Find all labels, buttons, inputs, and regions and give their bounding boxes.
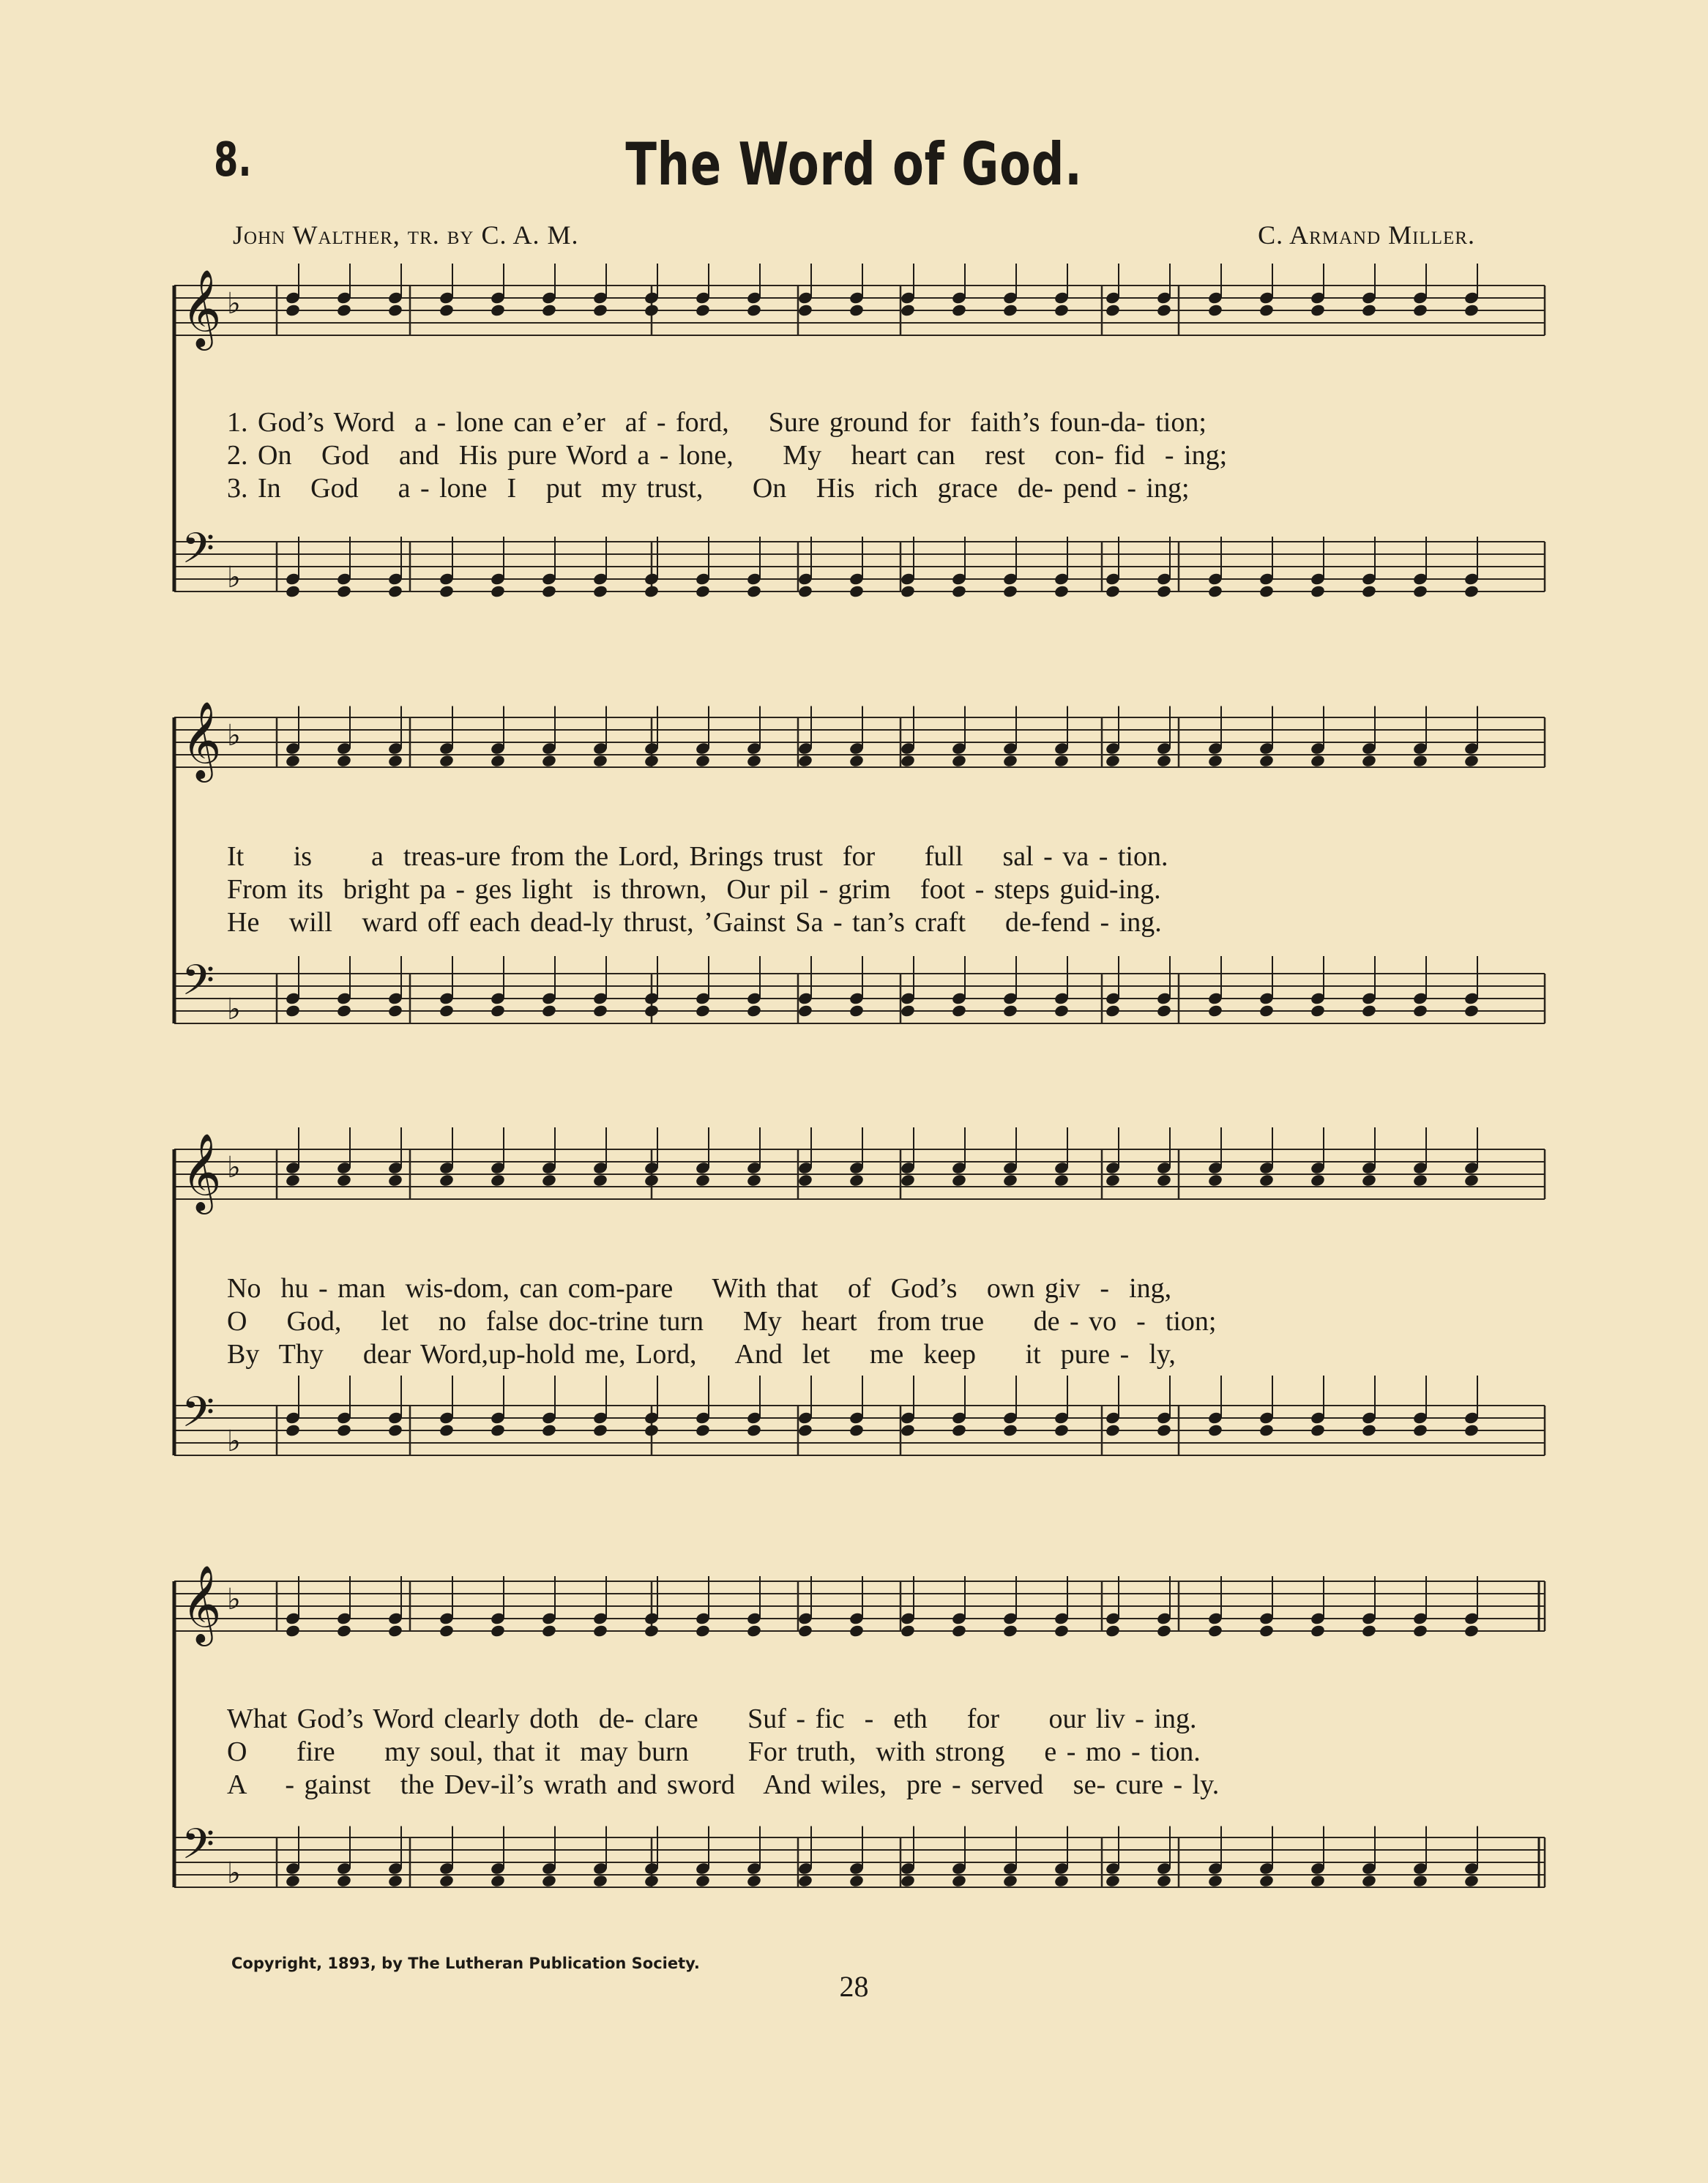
- music-system-4: [168, 1559, 1552, 1925]
- note-head: [1463, 584, 1480, 598]
- note-head: [1361, 303, 1377, 317]
- note-head: [1361, 1874, 1377, 1888]
- note-head: [1105, 1004, 1121, 1018]
- note-head: [1105, 754, 1121, 768]
- note-head: [644, 1173, 660, 1187]
- lyric-line: No hu - man wis-dom, can com-pare With that of God’s own giv - ing,: [227, 1273, 1172, 1304]
- note-head: [849, 1173, 865, 1187]
- note-head: [695, 1624, 711, 1638]
- note-head: [1105, 303, 1121, 317]
- note-head: [1412, 1624, 1428, 1638]
- note-head: [1258, 1004, 1275, 1018]
- note-head: [797, 754, 813, 768]
- note-head: [439, 754, 455, 768]
- note-head: [951, 1874, 967, 1888]
- text-author: John Walther, tr. by C. A. M.: [233, 220, 579, 250]
- note-head: [490, 1624, 506, 1638]
- note-head: [1156, 303, 1172, 317]
- note-head: [336, 584, 352, 598]
- note-head: [541, 303, 557, 317]
- page-number: 28: [839, 1970, 869, 2003]
- note-head: [285, 1624, 301, 1638]
- note-head: [1310, 1423, 1326, 1437]
- note-head: [951, 1173, 967, 1187]
- note-head: [1002, 1004, 1018, 1018]
- note-head: [746, 1004, 762, 1018]
- note-head: [1053, 754, 1070, 768]
- note-head: [336, 1874, 352, 1888]
- bass-staff: [174, 955, 1545, 1026]
- note-head: [1463, 1004, 1480, 1018]
- note-head: [592, 1423, 608, 1437]
- note-head: [1156, 584, 1172, 598]
- note-head: [387, 1624, 403, 1638]
- note-head: [1412, 1874, 1428, 1888]
- note-head: [1053, 1004, 1070, 1018]
- flat-icon: ♭: [227, 993, 241, 1026]
- treble-staff: [174, 1127, 1545, 1214]
- note-head: [849, 754, 865, 768]
- note-head: [1002, 1624, 1018, 1638]
- note-head: [1156, 1624, 1172, 1638]
- note-head: [1207, 1423, 1223, 1437]
- note-head: [1053, 303, 1070, 317]
- note-head: [1361, 1624, 1377, 1638]
- bass-clef-icon: 𝄢: [182, 523, 215, 583]
- note-head: [797, 1173, 813, 1187]
- music-system-3: [168, 1127, 1552, 1479]
- lyric-line: 3. In God a - lone I put my trust, On His rich grace de- pend - ing;: [227, 473, 1190, 504]
- note-head: [900, 1423, 916, 1437]
- note-head: [439, 1874, 455, 1888]
- note-head: [1258, 1624, 1275, 1638]
- hymn-number: 8.: [214, 133, 252, 187]
- note-head: [336, 303, 352, 317]
- treble-clef-icon: 𝄞: [182, 1132, 222, 1211]
- note-head: [1105, 1173, 1121, 1187]
- note-head: [797, 1004, 813, 1018]
- flat-icon: ♭: [227, 561, 241, 594]
- note-head: [439, 1423, 455, 1437]
- note-head: [695, 584, 711, 598]
- note-head: [387, 303, 403, 317]
- note-head: [1156, 1173, 1172, 1187]
- note-head: [746, 1423, 762, 1437]
- note-head: [1053, 1423, 1070, 1437]
- lyric-line: By Thy dear Word,up-hold me, Lord, And let me keep it pure - ly,: [227, 1339, 1176, 1370]
- note-head: [951, 1624, 967, 1638]
- note-head: [490, 1874, 506, 1888]
- note-head: [849, 1624, 865, 1638]
- note-head: [644, 1874, 660, 1888]
- note-head: [439, 1173, 455, 1187]
- note-head: [1258, 1874, 1275, 1888]
- note-head: [1156, 1004, 1172, 1018]
- note-head: [387, 1423, 403, 1437]
- note-head: [1002, 1423, 1018, 1437]
- note-head: [900, 1004, 916, 1018]
- note-head: [849, 1004, 865, 1018]
- note-head: [541, 1624, 557, 1638]
- bass-staff: [174, 523, 1545, 599]
- note-head: [1156, 1423, 1172, 1437]
- note-head: [285, 1004, 301, 1018]
- note-head: [644, 1624, 660, 1638]
- note-head: [541, 1423, 557, 1437]
- note-head: [1105, 1624, 1121, 1638]
- note-head: [1258, 754, 1275, 768]
- note-head: [1105, 1874, 1121, 1888]
- note-head: [592, 1004, 608, 1018]
- note-head: [1053, 584, 1070, 598]
- note-head: [541, 1173, 557, 1187]
- note-head: [797, 1874, 813, 1888]
- note-head: [1156, 1874, 1172, 1888]
- flat-icon: ♭: [227, 1857, 241, 1890]
- lyric-line: 1. God’s Word a - lone can e’er af - ford, Sure ground for faith’s foun-da- tion;: [227, 407, 1207, 438]
- lyric-block-1: [227, 406, 1515, 505]
- treble-staff: [174, 264, 1545, 351]
- note-head: [1002, 1874, 1018, 1888]
- note-head: [1463, 1624, 1480, 1638]
- music-system-2: [168, 695, 1552, 1047]
- note-head: [285, 1423, 301, 1437]
- note-head: [1463, 303, 1480, 317]
- note-head: [746, 303, 762, 317]
- note-head: [695, 754, 711, 768]
- note-head: [336, 754, 352, 768]
- note-head: [1207, 754, 1223, 768]
- note-head: [592, 754, 608, 768]
- bass-clef-icon: 𝄢: [182, 1387, 215, 1447]
- note-head: [1310, 303, 1326, 317]
- note-head: [1463, 1874, 1480, 1888]
- treble-staff: [174, 1564, 1545, 1646]
- note-head: [592, 584, 608, 598]
- note-head: [490, 1173, 506, 1187]
- note-head: [1207, 303, 1223, 317]
- flat-icon: ♭: [227, 1583, 241, 1616]
- note-head: [797, 1423, 813, 1437]
- note-head: [695, 1004, 711, 1018]
- note-head: [592, 1624, 608, 1638]
- note-head: [1412, 584, 1428, 598]
- lyric-line: What God’s Word clearly doth de- clare Suf - fic - eth for our liv - ing.: [227, 1704, 1197, 1734]
- note-head: [1361, 584, 1377, 598]
- note-head: [746, 1173, 762, 1187]
- note-head: [951, 1004, 967, 1018]
- note-head: [951, 1423, 967, 1437]
- hymn-title: The Word of God.: [625, 130, 1083, 198]
- note-head: [1002, 303, 1018, 317]
- note-head: [336, 1004, 352, 1018]
- note-head: [900, 584, 916, 598]
- flat-icon: ♭: [227, 287, 241, 321]
- flat-icon: ♭: [227, 1151, 241, 1184]
- note-head: [439, 1624, 455, 1638]
- note-head: [746, 584, 762, 598]
- note-head: [644, 303, 660, 317]
- note-head: [439, 584, 455, 598]
- note-head: [1361, 754, 1377, 768]
- note-head: [1053, 1624, 1070, 1638]
- note-head: [695, 1173, 711, 1187]
- note-head: [1105, 584, 1121, 598]
- note-head: [285, 1173, 301, 1187]
- note-head: [797, 1624, 813, 1638]
- note-head: [1258, 303, 1275, 317]
- note-head: [1002, 1173, 1018, 1187]
- note-head: [900, 303, 916, 317]
- note-head: [1207, 1173, 1223, 1187]
- note-head: [1361, 1423, 1377, 1437]
- music-system-1: [168, 264, 1552, 615]
- note-head: [1361, 1173, 1377, 1187]
- note-head: [336, 1624, 352, 1638]
- note-head: [387, 584, 403, 598]
- note-head: [1258, 1423, 1275, 1437]
- note-head: [1207, 1624, 1223, 1638]
- note-head: [541, 1004, 557, 1018]
- note-head: [1310, 584, 1326, 598]
- note-head: [1361, 1004, 1377, 1018]
- note-head: [490, 754, 506, 768]
- note-head: [746, 1874, 762, 1888]
- note-head: [644, 1004, 660, 1018]
- note-head: [336, 1423, 352, 1437]
- note-head: [644, 584, 660, 598]
- note-head: [849, 584, 865, 598]
- note-head: [644, 754, 660, 768]
- treble-clef-icon: 𝄞: [182, 269, 222, 347]
- note-head: [951, 303, 967, 317]
- lyric-line: He will ward off each dead-ly thrust, ’Gainst Sa - tan’s craft de-fend - ing.: [227, 907, 1162, 938]
- bass-clef-icon: 𝄢: [182, 1819, 215, 1879]
- treble-clef-icon: 𝄞: [182, 701, 222, 779]
- note-head: [695, 303, 711, 317]
- lyric-line: It is a treas-ure from the Lord, Brings trust for full sal - va - tion.: [227, 841, 1168, 872]
- note-head: [849, 1874, 865, 1888]
- note-head: [951, 754, 967, 768]
- note-head: [592, 303, 608, 317]
- flat-icon: ♭: [227, 1425, 241, 1458]
- note-head: [746, 1624, 762, 1638]
- composer: C. Armand Miller.: [1258, 220, 1475, 250]
- note-head: [900, 1874, 916, 1888]
- treble-clef-icon: 𝄞: [182, 1564, 222, 1643]
- note-head: [336, 1173, 352, 1187]
- note-head: [387, 754, 403, 768]
- note-head: [1412, 303, 1428, 317]
- note-head: [387, 1173, 403, 1187]
- note-head: [1207, 584, 1223, 598]
- note-head: [387, 1874, 403, 1888]
- lyric-line: O fire my soul, that it may burn For truth, with strong e - mo - tion.: [227, 1736, 1201, 1767]
- note-head: [439, 303, 455, 317]
- note-head: [541, 754, 557, 768]
- note-head: [695, 1874, 711, 1888]
- note-head: [490, 1004, 506, 1018]
- bass-clef-icon: 𝄢: [182, 955, 215, 1015]
- note-head: [900, 754, 916, 768]
- lyric-line: O God, let no false doc-trine turn My heart from true de - vo - tion;: [227, 1306, 1217, 1337]
- note-head: [592, 1874, 608, 1888]
- note-head: [1412, 1423, 1428, 1437]
- note-head: [490, 584, 506, 598]
- note-head: [1463, 754, 1480, 768]
- note-head: [644, 1423, 660, 1437]
- note-head: [797, 584, 813, 598]
- note-head: [490, 1423, 506, 1437]
- note-head: [746, 754, 762, 768]
- note-head: [1412, 754, 1428, 768]
- lyric-line: 2. On God and His pure Word a - lone, My heart can rest con- fid - ing;: [227, 440, 1228, 471]
- lyric-block-2: [227, 840, 1515, 939]
- note-head: [1053, 1173, 1070, 1187]
- flat-icon: ♭: [227, 719, 241, 753]
- note-head: [285, 1874, 301, 1888]
- note-head: [285, 303, 301, 317]
- treble-staff: [174, 701, 1545, 783]
- note-head: [1310, 1874, 1326, 1888]
- lyric-block-4: [227, 1703, 1515, 1802]
- note-head: [695, 1423, 711, 1437]
- note-head: [1207, 1874, 1223, 1888]
- note-head: [1207, 1004, 1223, 1018]
- note-head: [1310, 1004, 1326, 1018]
- note-head: [1105, 1423, 1121, 1437]
- lyric-line: From its bright pa - ges light is thrown, Our pil - grim foot - steps guid-ing.: [227, 874, 1161, 905]
- note-head: [1463, 1423, 1480, 1437]
- note-head: [285, 754, 301, 768]
- note-head: [1310, 754, 1326, 768]
- note-head: [1310, 1624, 1326, 1638]
- note-head: [1258, 1173, 1275, 1187]
- note-head: [1463, 1173, 1480, 1187]
- note-head: [1412, 1173, 1428, 1187]
- note-head: [439, 1004, 455, 1018]
- note-head: [1258, 584, 1275, 598]
- note-head: [490, 303, 506, 317]
- note-head: [1002, 754, 1018, 768]
- lyric-block-3: [227, 1272, 1515, 1371]
- note-head: [541, 1874, 557, 1888]
- note-head: [900, 1173, 916, 1187]
- lyric-line: A - gainst the Dev-il’s wrath and sword And wiles, pre - served se- cure - ly.: [227, 1769, 1220, 1800]
- note-head: [592, 1173, 608, 1187]
- bass-staff: [174, 1376, 1545, 1458]
- note-head: [951, 584, 967, 598]
- note-head: [849, 303, 865, 317]
- note-head: [285, 584, 301, 598]
- note-head: [797, 303, 813, 317]
- note-head: [541, 584, 557, 598]
- note-head: [1310, 1173, 1326, 1187]
- note-head: [1156, 754, 1172, 768]
- note-head: [1412, 1004, 1428, 1018]
- bass-staff: [174, 1819, 1545, 1890]
- copyright-notice: Copyright, 1893, by The Lutheran Publication Society.: [231, 1955, 700, 1972]
- note-head: [1053, 1874, 1070, 1888]
- note-head: [387, 1004, 403, 1018]
- note-head: [849, 1423, 865, 1437]
- note-head: [1002, 584, 1018, 598]
- note-head: [900, 1624, 916, 1638]
